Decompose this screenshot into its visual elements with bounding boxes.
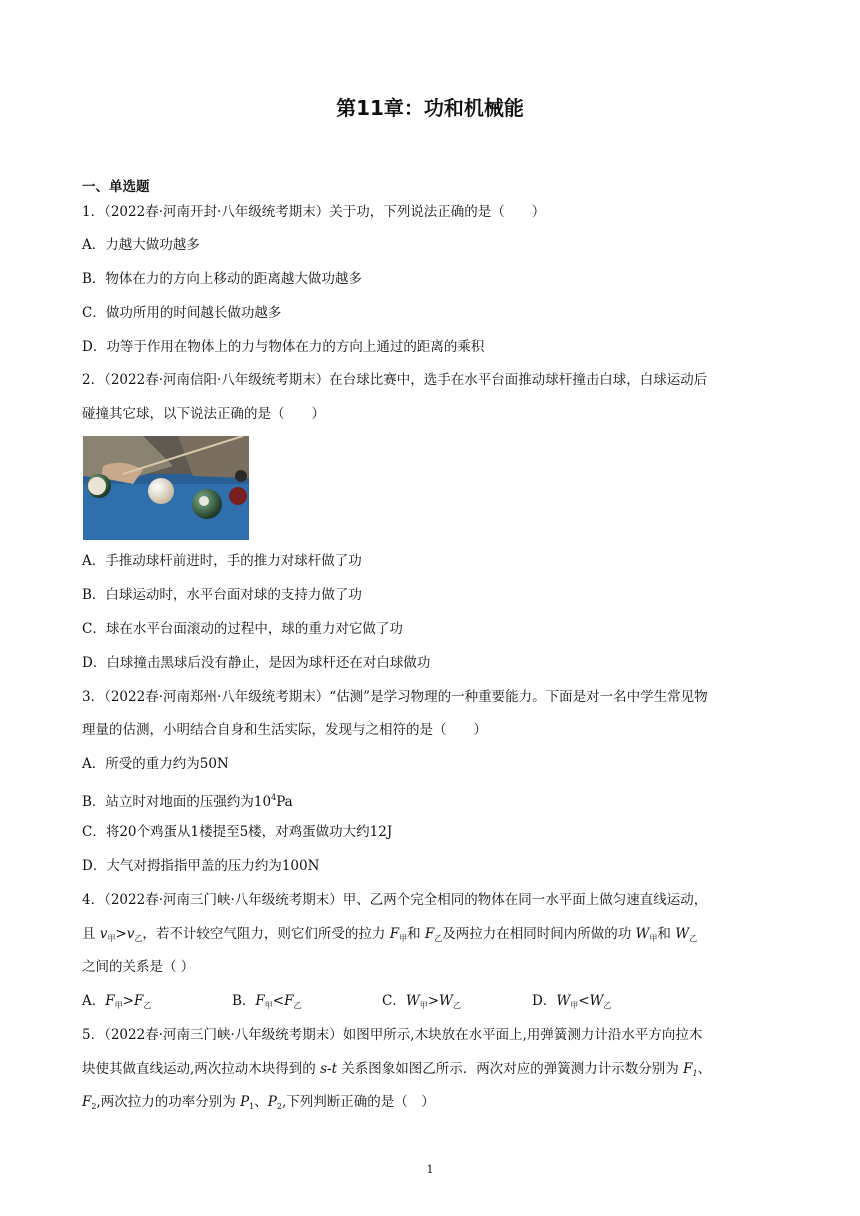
q3-option-a: A．所受的重力约为50N [82, 756, 229, 772]
q1-option-d: D．功等于作用在物体上的力与物体在力的方向上通过的距离的乘积 [82, 339, 485, 355]
q5-stem-line2: 块使其做直线运动,两次拉动木块得到的 s-t 关系图象如图乙所示．两次对应的弹簧测力计示数分别为 $F_1$、 [82, 1061, 712, 1078]
q2-option-a: A．手推动球杆前进时，手的推力对球杆做了功 [82, 553, 362, 569]
q4-option-b: B．$F_甲<F_乙$ [232, 993, 302, 1010]
q2-stem-line1: 2．（2022春·河南信阳·八年级统考期末）在台球比赛中，选手在水平台面推动球杆撞击白球，白球运动后 [82, 372, 708, 388]
q4-option-d: D．$W_甲<W_乙$ [532, 993, 612, 1010]
section-heading: 一、单选题 [82, 179, 150, 195]
page-number: 1 [426, 1163, 434, 1176]
q3-option-d: D．大气对拇指指甲盖的压力约为100N [82, 858, 320, 874]
q4-stem-line1: 4．（2022春·河南三门峡·八年级统考期末）甲、乙两个完全相同的物体在同一水平面上做匀速直线运动， [82, 892, 708, 908]
q3-stem-line1: 3．（2022春·河南郑州·八年级统考期末）“估测”是学习物理的一种重要能力。下面是对一名中学生常见物 [82, 689, 708, 705]
q3-stem-line2: 理量的估测，小明结合自身和生活实际，发现与之相符的是（ ） [82, 722, 487, 738]
q2-option-d: D．白球撞击黑球后没有静止，是因为球杆还在对白球做功 [82, 655, 431, 671]
q4-stem-line2: 且 $v_甲>v_乙$，若不计较空气阻力，则它们所受的拉力 $F_甲$和 $F_乙$及两拉力在相同时间内所做的功 $W_甲$和 $W_乙$ [82, 926, 698, 943]
q3-option-b: B．站立时对地面的压强约为$10^4Pa$ [82, 793, 293, 810]
q5-stem-line1: 5．（2022春·河南三门峡·八年级统考期末）如图甲所示,木块放在水平面上,用弹簧测力计沿水平方向拉木 [82, 1027, 703, 1043]
q2-stem-line2: 碰撞其它球，以下说法正确的是（ ） [82, 406, 325, 422]
q1-option-b: B．物体在力的方向上移动的距离越大做功越多 [82, 271, 362, 287]
q3-option-c: C．将20个鸡蛋从1楼提至5楼，对鸡蛋做功大约12J [82, 824, 393, 840]
q5-stem-line3: $F_2$,两次拉力的功率分别为 $P_1$、$P_2$,下列判断正确的是（ ） [82, 1094, 435, 1111]
q4-option-a: A．$F_甲>F_乙$ [82, 993, 152, 1010]
q2-option-c: C．球在水平台面滚动的过程中，球的重力对它做了功 [82, 621, 403, 637]
q4-option-c: C．$W_甲>W_乙$ [382, 993, 461, 1010]
q1-option-c: C．做功所用的时间越长做功越多 [82, 305, 282, 321]
q2-option-b: B．白球运动时，水平台面对球的支持力做了功 [82, 587, 362, 603]
billiards-photo [83, 436, 249, 540]
q1-option-a: A．力越大做功越多 [82, 237, 200, 253]
q1-stem: 1．（2022春·河南开封·八年级统考期末）关于功，下列说法正确的是（ ） [82, 204, 546, 220]
page-title: 第11章：功和机械能 [336, 96, 524, 120]
q4-stem-line3: 之间的关系是（ ） [82, 959, 195, 975]
